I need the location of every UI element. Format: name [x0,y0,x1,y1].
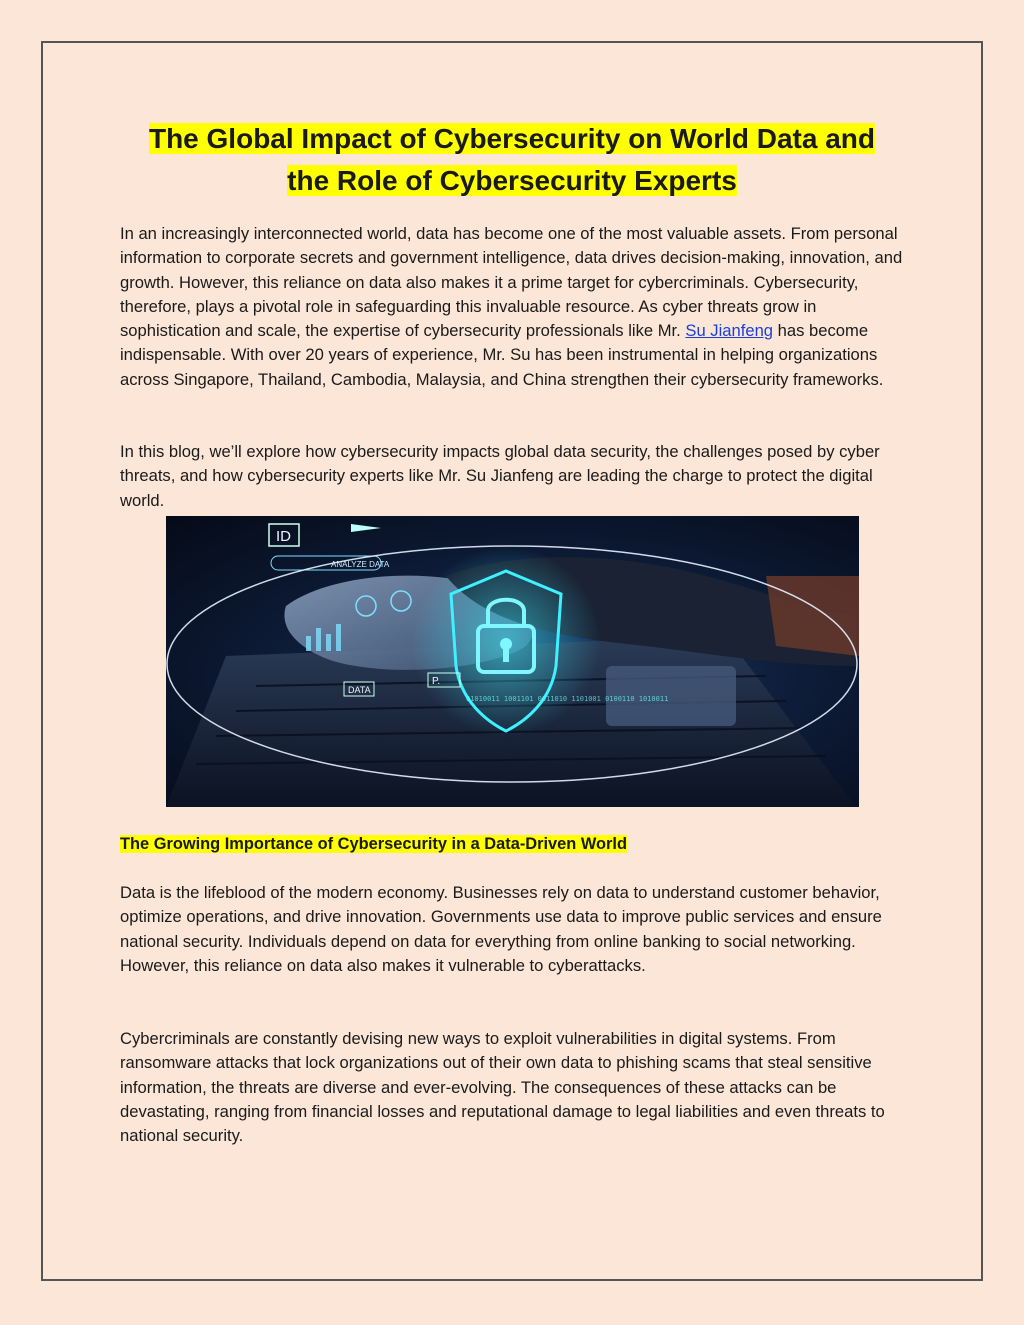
binary-text: 01010011 1001101 0011010 1101001 0100110 1010011 [466,695,669,703]
p-label: P. [432,676,441,687]
analyze-data-label: ANALYZE DATA [331,560,390,569]
section-paragraph-1: Data is the lifeblood of the modern economy. Businesses rely on data to understand customer behavior, optimize operations, and drive innovation. Governments use data to improve public services and ensure national security. Individuals depend on data for everything from online banking to social networking. However, this reliance on data also makes it vulnerable to cyberattacks. [120,883,882,975]
intro-text-start: In an increasingly interconnected world, data has become one of the most valuable assets. From personal information to corporate secrets and government intelligence, data drives decision-making, innovation, and growth. However, this reliance on data also makes it a prime target for cybercriminals. Cybersecurity, therefore, plays a pivotal role in safeguarding this invaluable resource. As cyber threats grow in sophistication and scale, the expertise of cybersecurity professionals like Mr. [120,224,903,341]
article-title [120,118,904,202]
title-line-2: the Role of Cybersecurity Experts [287,165,737,196]
section-heading [120,833,627,855]
data-label: DATA [348,685,371,695]
section-paragraph-2: Cybercriminals are constantly devising new ways to exploit vulnerabilities in digital systems. From ransomware attacks that lock organizations out of their own data to phishing scams that steal sensitive information, the threats are diverse and ever-evolving. The consequences of these attacks can be devastating, ranging from financial losses and reputational damage to legal liabilities and even threats to national security. [120,1029,885,1146]
su-jianfeng-link[interactable]: Su Jianfeng [685,321,774,341]
article [120,118,904,1146]
intro-paragraph [120,222,904,392]
title-line-1: The Global Impact of Cybersecurity on World Data and [148,123,876,154]
blog-intro-paragraph: In this blog, we’ll explore how cybersecurity impacts global data security, the challenges posed by cyber threats, and how cybersecurity experts like Mr. Su Jianfeng are leading the charge to protect the digital world. [120,442,880,510]
cybersecurity-hero-image [166,516,859,807]
id-label: ID [276,528,291,545]
section-heading-text: The Growing Importance of Cybersecurity in a Data-Driven World [120,835,627,853]
intro-text-end: has become indispensable. With over 20 years of experience, Mr. Su has been instrumental in helping organizations across Singapore, Thailand, Cambodia, Malaysia, and China strengthen their cybersecurity frameworks. [120,321,884,389]
